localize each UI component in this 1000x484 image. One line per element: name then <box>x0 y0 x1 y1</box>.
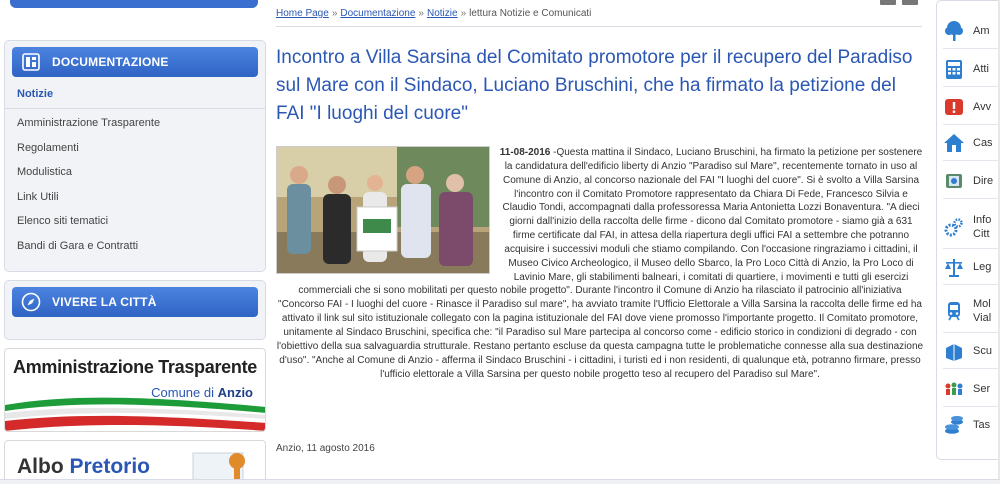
breadcrumb-notizie[interactable]: Notizie <box>426 8 458 19</box>
right-nav-label: Am <box>973 24 990 37</box>
documentazione-title: DOCUMENTAZIONE <box>52 55 169 69</box>
coins-icon <box>943 414 965 436</box>
print-icon[interactable] <box>902 0 918 5</box>
article-place-date: Anzio, 11 agosto 2016 <box>276 443 375 454</box>
right-nav-item-tasse[interactable] <box>943 407 1000 443</box>
article-title: Incontro a Villa Sarsina del Comitato promotore per il recupero del Paradiso sul Mare con il Sindaco, Luciano Bruschini, che ha firmato la petizione del FAI "I luoghi del cuore" <box>276 47 913 124</box>
right-nav-item-mobilita[interactable] <box>943 289 1000 333</box>
vivere-la-citta-header[interactable] <box>12 287 258 317</box>
tree-icon <box>943 20 965 42</box>
right-nav-item-servizi[interactable] <box>943 371 1000 407</box>
minimize-icon[interactable] <box>880 0 896 5</box>
right-nav-item-casa[interactable] <box>943 125 1000 161</box>
albo-pretorio-banner[interactable] <box>4 440 266 484</box>
people-icon <box>943 378 965 400</box>
right-nav-label: Avv <box>973 100 992 113</box>
top-header-stub <box>10 0 258 8</box>
right-nav-box <box>936 0 1000 460</box>
breadcrumb-current: lettura Notizie e Comunicati <box>469 8 592 19</box>
bottom-edge <box>0 479 1000 484</box>
right-nav-label: Leg <box>973 260 992 273</box>
breadcrumb-separator: » <box>460 8 467 19</box>
gears-icon <box>943 216 965 238</box>
right-nav-label: Info Citt <box>973 213 992 240</box>
right-nav-item-ambiente[interactable] <box>943 13 1000 49</box>
article-date: 11-08-2016 <box>499 147 551 158</box>
amm-banner-subtitle: Comune di Anzio <box>151 385 253 400</box>
vivere-la-citta-title: VIVERE LA CITTÀ <box>52 295 157 309</box>
albo-banner-title: Albo Pretorio <box>17 455 151 478</box>
sidebar-item-bandi-di-gara[interactable]: Bandi di Gara e Contratti <box>17 239 139 252</box>
amm-banner-title: Amministrazione Trasparente <box>13 357 257 377</box>
right-nav-item-avvisi[interactable] <box>943 89 1000 125</box>
sidebar-item-amministrazione-trasparente[interactable]: Amministrazione Trasparente <box>17 117 161 129</box>
right-nav-item-info-citta[interactable] <box>943 205 1000 249</box>
sidebar-item-modulistica[interactable]: Modulistica <box>17 166 73 178</box>
right-nav-label: Atti <box>973 62 989 75</box>
breadcrumb-divider <box>276 26 922 27</box>
right-nav <box>936 0 1000 484</box>
right-nav-item-scuola[interactable] <box>943 333 1000 369</box>
sidebar-item-notizie[interactable]: Notizie <box>5 79 265 109</box>
documentazione-box <box>4 40 266 272</box>
alert-icon <box>943 96 965 118</box>
breadcrumb-home[interactable]: Home Page <box>276 8 329 19</box>
scales-icon <box>943 256 965 278</box>
documentazione-header[interactable] <box>12 47 258 77</box>
left-sidebar <box>0 0 270 484</box>
right-nav-label: Mol Vial <box>973 297 992 324</box>
article-photo[interactable] <box>276 146 490 274</box>
breadcrumb-documentazione[interactable]: Documentazione <box>340 8 416 19</box>
documents-icon <box>20 51 42 73</box>
right-nav-label: Scu <box>973 344 992 357</box>
sidebar-item-link-utili[interactable]: Link Utili <box>17 190 59 203</box>
breadcrumb-separator: » <box>331 8 338 19</box>
books-icon <box>943 340 965 362</box>
page-tools <box>880 0 918 5</box>
train-icon <box>943 300 965 322</box>
amministrazione-trasparente-banner[interactable] <box>4 348 266 432</box>
documentazione-menu <box>5 79 265 258</box>
right-nav-label: Dire <box>973 174 994 187</box>
sidebar-item-elenco-siti-tematici[interactable]: Elenco siti tematici <box>17 215 109 227</box>
right-nav-label: Ser <box>973 382 991 395</box>
right-nav-item-direzione[interactable] <box>943 163 1000 199</box>
right-nav-label: Tas <box>973 419 991 431</box>
book-icon <box>943 170 965 192</box>
calculator-icon <box>943 58 965 80</box>
right-nav-item-atti[interactable] <box>943 51 1000 87</box>
right-nav-item-legalita[interactable] <box>943 249 1000 285</box>
main-content <box>276 0 926 484</box>
right-nav-label: Cas <box>973 136 993 149</box>
article-text: -Questa mattina il Sindaco, Luciano Bruschini, ha firmato la petizione per sostenere la candidatura dell'edificio liberty di Anzio "Paradiso sul Mare", recentemente tornato in uso al Comune di Anzio, al concorso nazionale del FAI "I luoghi del cuore". Si è svolto a Villa Sarsina l'incontro con il Comitato Promotore rappresentato da Chiara Di Fede, Francesco Silvia e Claudio Tondi, accompagnati dalla professoressa Maria Antonietta Lozzi Bonaventura. "A dieci giorni dall'inizio della raccolta delle firme - dicono dal Comitato promotore - siamo già a 631 firme certificate dal FAI, in attesa della riapertura degli uffici FAI a settembre che potranno acquisire i successivi moduli che stiamo compilando. Con l'occasione ringraziamo i cittadini, il Museo Civico Archeologico, il Museo dello Sbarco, la Pro Loco Città di Anzio, la Pro Loco di Lavinio Mare, gli stabilimenti balneari, i comitati di quartiere, i movimenti e tutti gli esercizi commerciali che si sono mobilitati per questo nobile progetto". Durante l'incontro il Comune di Anzio ha rilasciato il patrocinio all'iniziativa "Concorso FAI - I luoghi del cuore - Rinasce il Paradiso sul mare", ha avviato tramite l'Ufficio Elettorale a Villa Sarsina la raccolta delle firme ed ha attivato il link sul sito istituzionale collegato con la pagina istituzionale del FAI dove viene promosso l'importante progetto. Il Comitato promotore, unitamente al Sindaco Bruschini, specifica che: "il Paradiso sul Mare partecipa al concorso come - edificio storico in condizioni di degrado - con l'obiettivo della sua salvaguardia strutturale. Restano pertanto escluse da questa campagna tutte le problematiche connesse alla sua destinazione d'uso". "Anche al Comune di Anzio - afferma il Sindaco Bruschini - i cittadini, i turisti ed i non residenti, di qualunque età, potranno firmare, presso l'ufficio elettorale a Villa Sarsina per questo nobile progetto teso al recupero del Paradiso sul Mare". <box>276 147 924 380</box>
italian-flag-swoosh <box>5 349 266 432</box>
sidebar-item-regolamenti[interactable]: Regolamenti <box>17 141 79 154</box>
vivere-la-citta-box <box>4 280 266 340</box>
breadcrumb-separator: » <box>418 8 424 19</box>
breadcrumb <box>276 8 591 19</box>
compass-icon <box>20 291 42 313</box>
house-icon <box>943 132 965 154</box>
